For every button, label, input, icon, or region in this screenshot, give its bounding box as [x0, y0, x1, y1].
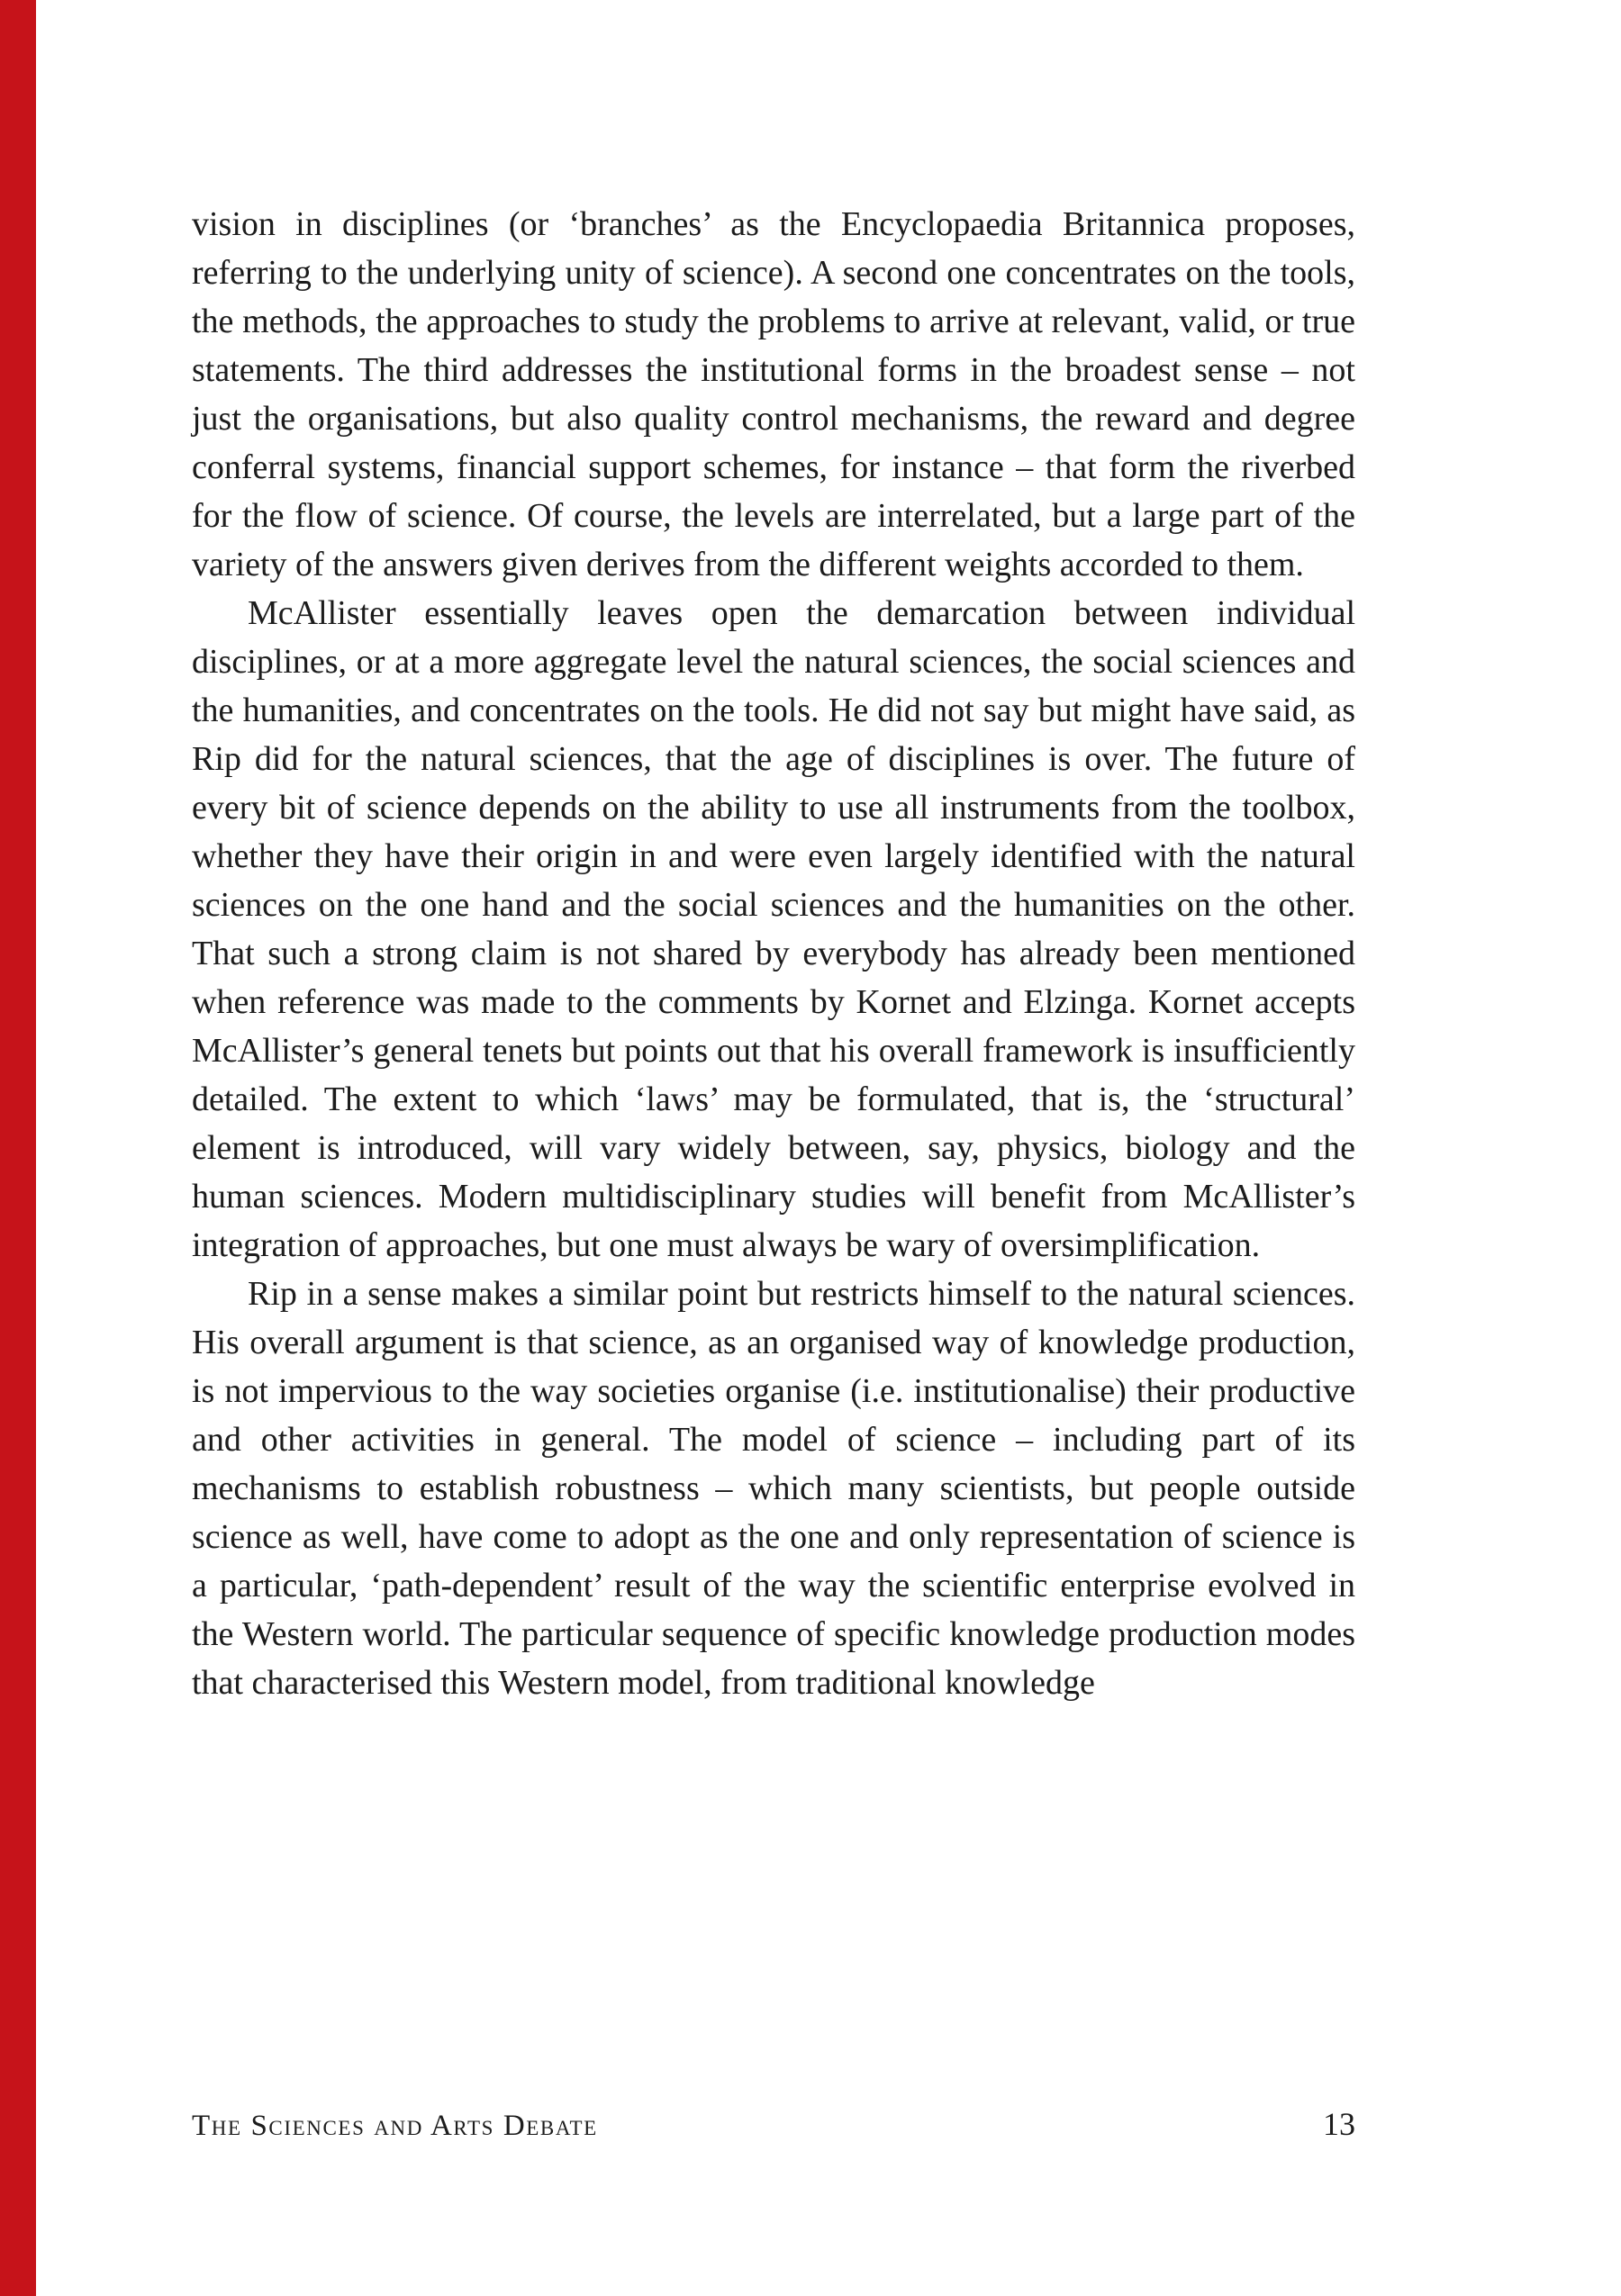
paragraph: vision in disciplines (or ‘branches’ as the Encyclopaedia Britannica proposes, referring to the underlying unity of science). A second one concentrates on the tools, the methods, the approaches to study the problems to arrive at relevant, valid, or true statements. The third addresses the institutional forms in the broadest sense – not just the organisations, but also quality control mechanisms, the reward and degree conferral systems, financial support schemes, for instance – that form the riverbed for the flow of science. Of course, the levels are interrelated, but a large part of the variety of the answers given derives from the different weights accorded to them.: [192, 205, 1355, 583]
page-edge-red-strip: [0, 0, 36, 2296]
page-number: 13: [1323, 2106, 1355, 2142]
running-title: The Sciences and Arts Debate: [192, 2110, 598, 2142]
paragraph: Rip in a sense makes a similar point but restricts himself to the natural sciences. His overall argument is that science, as an organised way of knowledge production, is not impervious to the way societies organise (i.e. institutionalise) their productive and other activities in general. The model of science – including part of its mechanisms to establish robustness – which many scientists, but people outside science as well, have come to adopt as the one and only representation of science is a particular, ‘path-dependent’ result of the way the scientific enterprise evolved in the Western world. The particular sequence of specific knowledge production modes that characterised this Western model, from traditional knowledge: [192, 1275, 1355, 1702]
page-footer: [192, 2105, 1355, 2143]
page-body: [192, 200, 1355, 1707]
paragraph: McAllister essentially leaves open the demarcation between individual disciplines, or at a more aggregate level the natural sciences, the social sciences and the humanities, and concentrates on the tools. He did not say but might have said, as Rip did for the natural sciences, that the age of disciplines is over. The future of every bit of science depends on the ability to use all instruments from the toolbox, whether they have their origin in and were even largely identified with the natural sciences on the one hand and the social sciences and the humanities on the other. That such a strong claim is not shared by everybody has already been mentioned when reference was made to the comments by Kornet and Elzinga. Kornet accepts McAllister’s general tenets but points out that his overall framework is insufficiently detailed. The extent to which ‘laws’ may be formulated, that is, the ‘structural’ element is introduced, will vary widely between, say, physics, biology and the human sciences. Modern multidisciplinary studies will benefit from McAllister’s integration of approaches, but one must always be wary of oversimplification.: [192, 594, 1355, 1264]
